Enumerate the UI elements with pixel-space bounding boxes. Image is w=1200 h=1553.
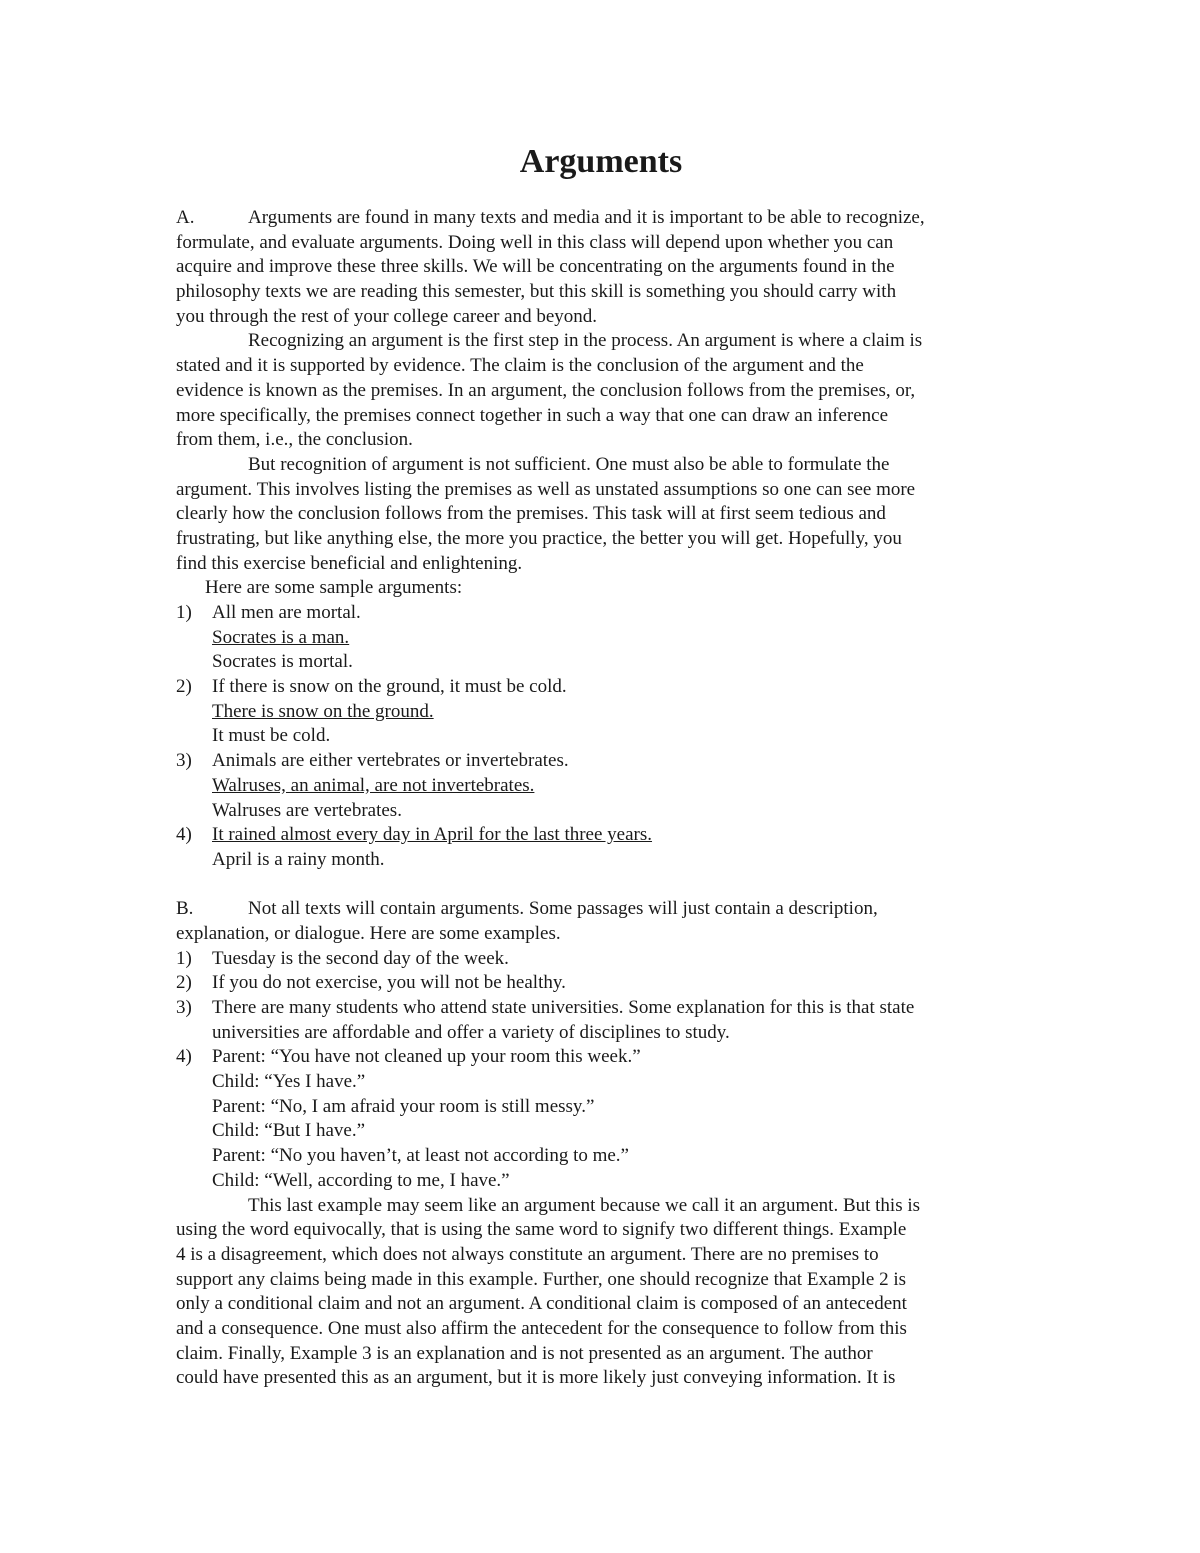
paragraph-line: But recognition of argument is not sufficient. One must also be able to formulate the	[248, 453, 890, 475]
section-label: B.	[176, 898, 194, 920]
list-number: 3)	[176, 997, 192, 1018]
paragraph-line: could have presented this as an argument, but it is more likely just conveying information. It is	[176, 1367, 896, 1389]
list-number: 1)	[176, 602, 192, 623]
list-number: 4)	[176, 824, 192, 846]
paragraph-line: 4 is a disagreement, which does not always constitute an argument. There are no premises to	[176, 1243, 879, 1265]
paragraph-line: from them, i.e., the conclusion.	[176, 429, 413, 451]
list-item	[176, 749, 1026, 823]
list-text: There are many students who attend state universities. Some explanation for this is that state	[212, 997, 915, 1018]
list-item	[176, 601, 1026, 675]
list-text: universities are affordable and offer a variety of disciplines to study.	[212, 1021, 730, 1043]
paragraph-line: Recognizing an argument is the first step in the process. An argument is where a claim is	[248, 330, 923, 352]
list-text: Tuesday is the second day of the week.	[212, 947, 509, 969]
paragraph-line: only a conditional claim and not an argument. A conditional claim is composed of an antecedent	[176, 1293, 907, 1315]
dialogue-line: Parent: “No, I am afraid your room is still messy.”	[212, 1095, 595, 1117]
conclusion: It must be cold.	[212, 725, 331, 747]
paragraph-line	[176, 897, 1026, 922]
conclusion: Walruses are vertebrates.	[212, 799, 402, 821]
list-number: 1)	[176, 947, 192, 969]
paragraph-line: formulate, and evaluate arguments. Doing well in this class will depend upon whether you can	[176, 231, 894, 253]
paragraph-line: more specifically, the premises connect together in such a way that one can draw an inference	[176, 404, 889, 426]
list-text: If you do not exercise, you will not be healthy.	[212, 972, 566, 994]
premise-underlined: Walruses, an animal, are not invertebrates.	[212, 774, 535, 796]
list-item	[176, 971, 1026, 996]
premise-underlined: Socrates is a man.	[212, 626, 350, 648]
paragraph-line: evidence is known as the premises. In an argument, the conclusion follows from the premises, or,	[176, 379, 916, 401]
premise: If there is snow on the ground, it must be cold.	[212, 676, 567, 698]
examples-intro: Here are some sample arguments:	[205, 577, 463, 599]
list-item	[176, 1045, 1026, 1193]
dialogue-line: Child: “Yes I have.”	[212, 1071, 366, 1093]
conclusion: April is a rainy month.	[212, 848, 385, 870]
section-label: A.	[176, 207, 195, 228]
conclusion: Socrates is mortal.	[212, 651, 353, 673]
paragraph-line: and a consequence. One must also affirm the antecedent for the consequence to follow from this	[176, 1317, 907, 1339]
list-item	[176, 996, 1026, 1045]
paragraph-line: stated and it is supported by evidence. The claim is the conclusion of the argument and the	[176, 355, 864, 377]
paragraph-line: clearly how the conclusion follows from the premises. This task will at first seem tedious and	[176, 503, 886, 525]
premise-underlined: It rained almost every day in April for the last three years.	[212, 824, 653, 846]
paragraph-text: Not all texts will contain arguments. Some passages will just contain a description,	[248, 898, 878, 920]
paragraph-line: claim. Finally, Example 3 is an explanation and is not presented as an argument. The author	[176, 1342, 873, 1364]
spacer	[176, 873, 1026, 898]
document-page	[176, 140, 1026, 1391]
list-item	[176, 675, 1026, 749]
list-number: 4)	[176, 1046, 192, 1068]
page-title: Arguments	[519, 143, 683, 180]
premise: All men are mortal.	[212, 602, 361, 623]
dialogue-line: Child: “Well, according to me, I have.”	[212, 1169, 510, 1191]
paragraph-line: This last example may seem like an argument because we call it an argument. But this is	[248, 1194, 921, 1216]
paragraph-line	[176, 206, 1026, 231]
premise-underlined: There is snow on the ground.	[212, 700, 434, 722]
list-number: 2)	[176, 972, 192, 994]
list-item	[176, 947, 1026, 972]
paragraph-line: using the word equivocally, that is using the same word to signify two different things. Example	[176, 1219, 907, 1241]
list-number: 2)	[176, 676, 192, 698]
paragraph-line: frustrating, but like anything else, the more you practice, the better you will get. Hopefully, you	[176, 527, 902, 549]
paragraph-line: acquire and improve these three skills. We will be concentrating on the arguments found in the	[176, 256, 895, 278]
list-number: 3)	[176, 750, 192, 772]
dialogue-line: Child: “But I have.”	[212, 1120, 366, 1142]
list-item	[176, 823, 1026, 872]
paragraph-line: support any claims being made in this example. Further, one should recognize that Example 2 is	[176, 1268, 907, 1290]
paragraph-text: Arguments are found in many texts and media and it is important to be able to recognize,	[248, 207, 925, 228]
dialogue-line: Parent: “No you haven’t, at least not according to me.”	[212, 1145, 629, 1167]
paragraph-line: you through the rest of your college career and beyond.	[176, 305, 598, 327]
paragraph-line: philosophy texts we are reading this semester, but this skill is something you should carry with	[176, 281, 897, 303]
dialogue-line: Parent: “You have not cleaned up your room this week.”	[212, 1046, 641, 1068]
section-a	[176, 206, 1026, 873]
section-b	[176, 897, 1026, 1391]
premise: Animals are either vertebrates or invertebrates.	[212, 750, 569, 772]
paragraph-line: explanation, or dialogue. Here are some examples.	[176, 922, 561, 944]
paragraph-line: find this exercise beneficial and enlightening.	[176, 552, 523, 574]
paragraph-line: argument. This involves listing the premises as well as unstated assumptions so one can see more	[176, 478, 916, 500]
